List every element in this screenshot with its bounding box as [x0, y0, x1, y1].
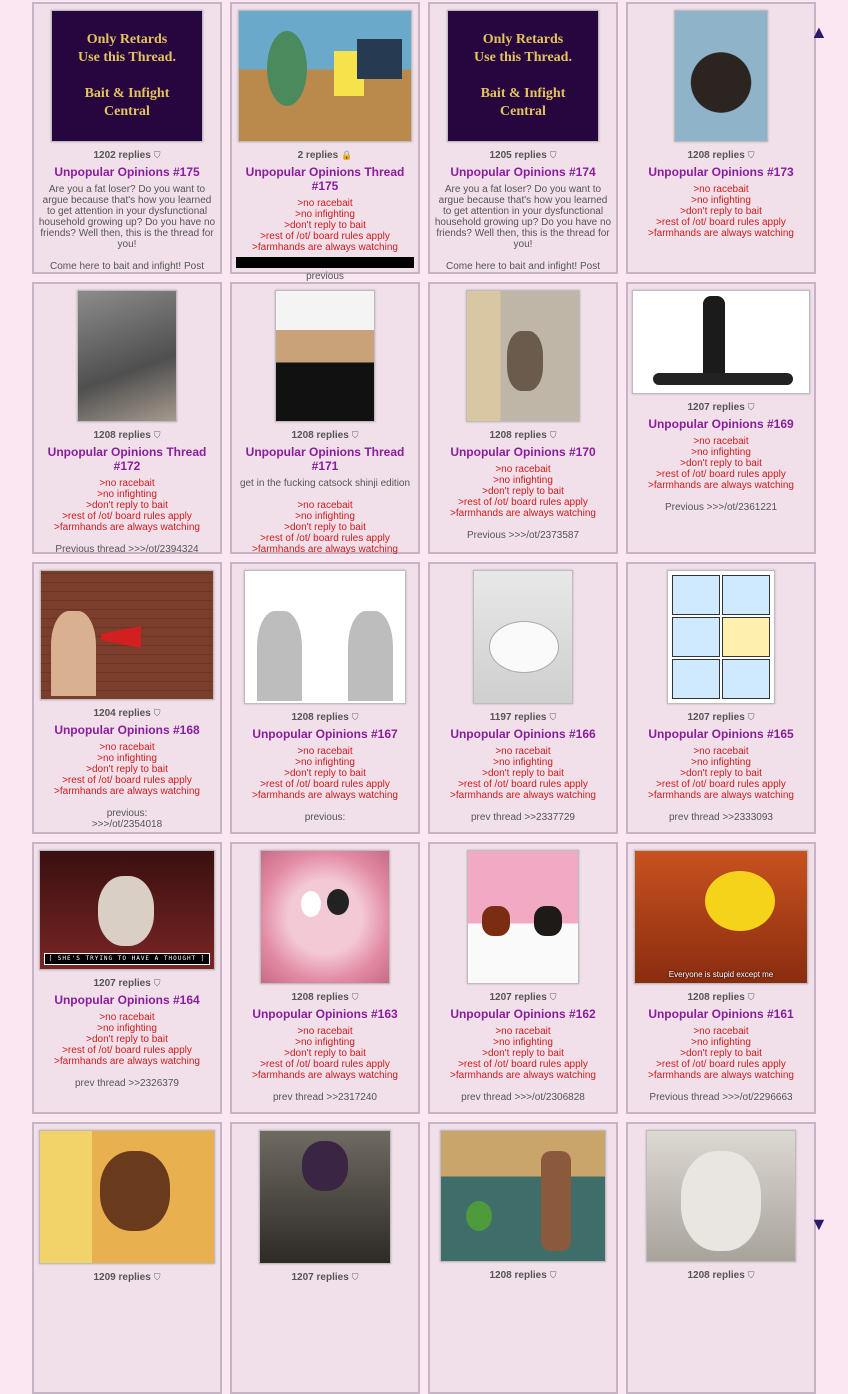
pink-image [261, 851, 389, 983]
reply-count: 1208 replies ⛉ [291, 430, 359, 441]
boxing-image [633, 291, 809, 393]
thread-thumbnail[interactable] [466, 290, 580, 422]
thread-footer: previous [306, 271, 344, 282]
thread-card[interactable] [32, 282, 222, 554]
thread-card[interactable] [626, 282, 816, 554]
shield-icon: ⛉ [747, 992, 755, 1002]
thread-footer: previous: [106, 808, 148, 819]
reply-count: 1208 replies ⛉ [687, 150, 755, 161]
reply-count: 1208 replies ⛉ [291, 992, 359, 1003]
thread-footer: prev thread >>2317240 [273, 1092, 377, 1103]
rules-list: >no racebait >no infighting >don't reply to bait >rest of /ot/ board rules apply >farmhands are always watching [54, 742, 200, 797]
thread-title[interactable]: Unpopular Opinions Thread #171 [245, 445, 405, 473]
thread-title[interactable]: Unpopular Opinions Thread #172 [47, 445, 207, 473]
thread-card[interactable] [428, 2, 618, 274]
thread-footer: Previous >>>/ot/2361221 [664, 502, 778, 513]
thread-card[interactable] [32, 842, 222, 1114]
rules-list: >no racebait >no infighting >don't reply to bait >rest of /ot/ board rules apply >farmhands are always watching [54, 478, 200, 533]
homer-image [635, 851, 807, 983]
reply-count: 1204 replies ⛉ [93, 708, 161, 719]
thread-thumbnail[interactable] [440, 1130, 606, 1262]
shield-icon: ⛉ [747, 150, 755, 160]
kitten-image [467, 291, 579, 421]
thread-thumbnail[interactable] [275, 290, 375, 422]
catalog-grid [32, 2, 816, 1394]
thread-thumbnail[interactable] [667, 570, 775, 704]
rules-list: >no racebait >no infighting >don't reply to bait >rest of /ot/ board rules apply >farmhands are always watching [648, 746, 794, 801]
shield-icon: ⛉ [747, 1270, 755, 1280]
image-caption: [ SHE'S TRYING TO HAVE A THOUGHT ] [44, 953, 210, 965]
image-caption: Everyone is stupid except me [668, 970, 774, 979]
thread-card[interactable] [32, 2, 222, 274]
rules-list: >no racebait >no infighting >don't reply to bait >rest of /ot/ board rules apply >farmhands are always watching [450, 746, 596, 801]
reply-count: 1208 replies ⛉ [93, 430, 161, 441]
reply-count: 1207 replies ⛉ [687, 712, 755, 723]
thread-card[interactable] [626, 842, 816, 1114]
arguing-men-image [245, 571, 405, 703]
thread-thumbnail[interactable] [77, 290, 177, 422]
thread-thumbnail[interactable] [259, 1130, 391, 1264]
shield-icon: ⛉ [549, 150, 557, 160]
thread-thumbnail[interactable] [674, 10, 768, 142]
thread-thumbnail[interactable] [634, 850, 808, 984]
thread-thumbnail[interactable] [646, 1130, 796, 1262]
scroll-down-icon[interactable]: ▼ [810, 1214, 828, 1234]
thread-card[interactable] [428, 842, 618, 1114]
thread-footer: Previous thread >>>/ot/2394324 [55, 544, 199, 555]
thread-title[interactable]: Unpopular Opinions #165 [648, 727, 794, 741]
shield-icon: ⛉ [351, 992, 359, 1002]
thread-body-more: Come here to bait and infight! Post [50, 261, 204, 272]
thread-thumbnail[interactable] [473, 570, 573, 704]
thread-card[interactable] [32, 562, 222, 834]
thread-title[interactable]: Unpopular Opinions #173 [648, 165, 794, 179]
shield-icon: ⛉ [351, 430, 359, 440]
thread-title[interactable]: Unpopular Opinions #164 [54, 993, 200, 1007]
rules-list: >no racebait >no infighting >don't reply to bait >rest of /ot/ board rules apply >farmhands are always watching [648, 436, 794, 491]
shield-icon: ⛉ [153, 1272, 161, 1282]
shield-icon: ⛉ [351, 1272, 359, 1282]
thread-title[interactable]: Unpopular Opinions #162 [450, 1007, 596, 1021]
rules-list: >no racebait >no infighting >don't reply to bait >rest of /ot/ board rules apply >farmhands are always watching [252, 500, 398, 555]
reply-count: 1209 replies ⛉ [93, 1272, 161, 1283]
megaphone-image [41, 571, 213, 699]
thread-title[interactable]: Unpopular Opinions #169 [648, 417, 794, 431]
thread-thumbnail[interactable] [40, 570, 214, 700]
rules-list: >no racebait >no infighting >don't reply to bait >rest of /ot/ board rules apply >farmhands are always watching [450, 464, 596, 519]
shield-icon: ⛉ [153, 150, 161, 160]
reply-count: 1208 replies ⛉ [291, 712, 359, 723]
painting-image [441, 1131, 605, 1261]
rules-list: >no racebait >no infighting >don't reply to bait >rest of /ot/ board rules apply >farmhands are always watching [648, 184, 794, 239]
thread-card[interactable] [428, 562, 618, 834]
thread-intro: get in the fucking catsock shinji edition [239, 478, 411, 489]
dogs-image [468, 851, 578, 983]
catsock-image [276, 291, 374, 421]
thread-footer: prev thread >>>/ot/2306828 [461, 1092, 585, 1103]
thread-title[interactable]: Unpopular Opinions Thread #175 [245, 165, 405, 193]
thread-card[interactable] [626, 562, 816, 834]
shield-icon: ⛉ [747, 712, 755, 722]
thread-thumbnail[interactable] [238, 10, 412, 142]
thread-card[interactable] [230, 2, 420, 282]
thread-thumbnail[interactable] [39, 1130, 215, 1264]
thread-card[interactable] [626, 1122, 816, 1394]
thread-thumbnail[interactable] [467, 850, 579, 984]
rules-list: >no racebait >no infighting >don't reply to bait >rest of /ot/ board rules apply >farmhands are always watching [252, 1026, 398, 1081]
thread-footer: prev thread >>2326379 [75, 1078, 179, 1089]
reply-count: 1207 replies ⛉ [93, 978, 161, 989]
shield-icon: ⛉ [549, 430, 557, 440]
shield-icon: ⛉ [153, 430, 161, 440]
thread-card[interactable] [428, 282, 618, 554]
thread-card[interactable] [230, 842, 420, 1114]
cat-thought-image [40, 851, 214, 969]
thread-thumbnail[interactable] [260, 850, 390, 984]
thread-thumbnail[interactable] [632, 290, 810, 394]
shield-icon: ⛉ [549, 1270, 557, 1280]
rules-list: >no racebait >no infighting >don't reply to bait >rest of /ot/ board rules apply >farmhands are always watching [252, 198, 398, 253]
thread-card[interactable] [428, 1122, 618, 1394]
sign-image: Only Retards Use this Thread. Bait & Infight Central [448, 11, 598, 141]
thread-title[interactable]: Unpopular Opinions #161 [648, 1007, 794, 1021]
anime-image [260, 1131, 390, 1263]
reply-count: 1207 replies ⛉ [687, 402, 755, 413]
thread-footer: prev thread >>2337729 [471, 812, 575, 823]
reply-count: 1207 replies ⛉ [291, 1272, 359, 1283]
thread-card[interactable] [626, 2, 816, 274]
rules-list: >no racebait >no infighting >don't reply to bait >rest of /ot/ board rules apply >farmhands are always watching [648, 1026, 794, 1081]
thread-thumbnail[interactable] [39, 850, 215, 970]
thread-thumbnail[interactable] [244, 570, 406, 704]
thread-footer: prev thread >>2333093 [669, 812, 773, 823]
thread-title[interactable]: Unpopular Opinions #163 [252, 1007, 398, 1021]
reply-count: 2 replies 🔒 [297, 150, 353, 161]
thread-title[interactable]: Unpopular Opinions #175 [54, 165, 200, 179]
thread-title[interactable]: Unpopular Opinions #174 [450, 165, 596, 179]
rules-list: >no racebait >no infighting >don't reply to bait >rest of /ot/ board rules apply >farmhands are always watching [252, 746, 398, 801]
kitten-loading-image [647, 1131, 795, 1261]
thread-card[interactable] [230, 562, 420, 834]
shield-icon: ⛉ [153, 978, 161, 988]
cartoon-image [239, 11, 411, 141]
spoiler-bar[interactable] [236, 257, 414, 268]
cat-image [675, 11, 767, 141]
reply-count: 1208 replies ⛉ [687, 992, 755, 1003]
sign-image: Only Retards Use this Thread. Bait & Infight Central [52, 11, 202, 141]
reply-count: 1208 replies ⛉ [489, 1270, 557, 1281]
thread-body-more: Come here to bait and infight! Post [446, 261, 600, 272]
stairs-image [78, 291, 176, 421]
thread-title[interactable]: Unpopular Opinions #167 [252, 727, 398, 741]
reply-count: 1202 replies ⛉ [93, 150, 161, 161]
thread-thumbnail[interactable] [51, 10, 203, 142]
thread-footer: Previous >>>/ot/2373587 [466, 530, 580, 541]
thread-title[interactable]: Unpopular Opinions #166 [450, 727, 596, 741]
toilet-image [474, 571, 572, 703]
thread-footer: previous: [304, 812, 346, 823]
shield-icon: ⛉ [549, 712, 557, 722]
rules-list: >no racebait >no infighting >don't reply to bait >rest of /ot/ board rules apply >farmhands are always watching [54, 1012, 200, 1067]
lock-icon: 🔒 [341, 150, 353, 160]
shield-icon: ⛉ [351, 712, 359, 722]
reply-count: 1207 replies ⛉ [489, 992, 557, 1003]
reply-count: 1208 replies ⛉ [687, 1270, 755, 1281]
thread-card[interactable] [230, 1122, 420, 1394]
reply-count: 1205 replies ⛉ [489, 150, 557, 161]
comic-image [668, 571, 774, 703]
thread-body: Are you a fat loser? Do you want to argue because that's how you learned to get attention in your dysfunctional household growing up? Do you have no friends? Well then, this is the thread for you! [38, 184, 216, 250]
thread-card[interactable] [230, 282, 420, 554]
thread-thumbnail[interactable] [447, 10, 599, 142]
reply-count: 1208 replies ⛉ [489, 430, 557, 441]
thread-title[interactable]: Unpopular Opinions #170 [450, 445, 596, 459]
thread-title[interactable]: Unpopular Opinions #168 [54, 723, 200, 737]
reply-count: 1197 replies ⛉ [489, 712, 557, 723]
shield-icon: ⛉ [549, 992, 557, 1002]
cartoon-lady-image [40, 1131, 214, 1263]
rules-list: >no racebait >no infighting >don't reply to bait >rest of /ot/ board rules apply >farmhands are always watching [450, 1026, 596, 1081]
shield-icon: ⛉ [747, 402, 755, 412]
shield-icon: ⛉ [153, 708, 161, 718]
thread-body: Are you a fat loser? Do you want to argue because that's how you learned to get attention in your dysfunctional household growing up? Do you have no friends? Well then, this is the thread for you! [434, 184, 612, 250]
thread-footer: Previous thread >>>/ot/2296663 [649, 1092, 793, 1103]
thread-card[interactable] [32, 1122, 222, 1394]
thread-footer-link[interactable]: >>>/ot/2354018 [91, 819, 163, 830]
scroll-up-icon[interactable]: ▲ [810, 22, 828, 42]
